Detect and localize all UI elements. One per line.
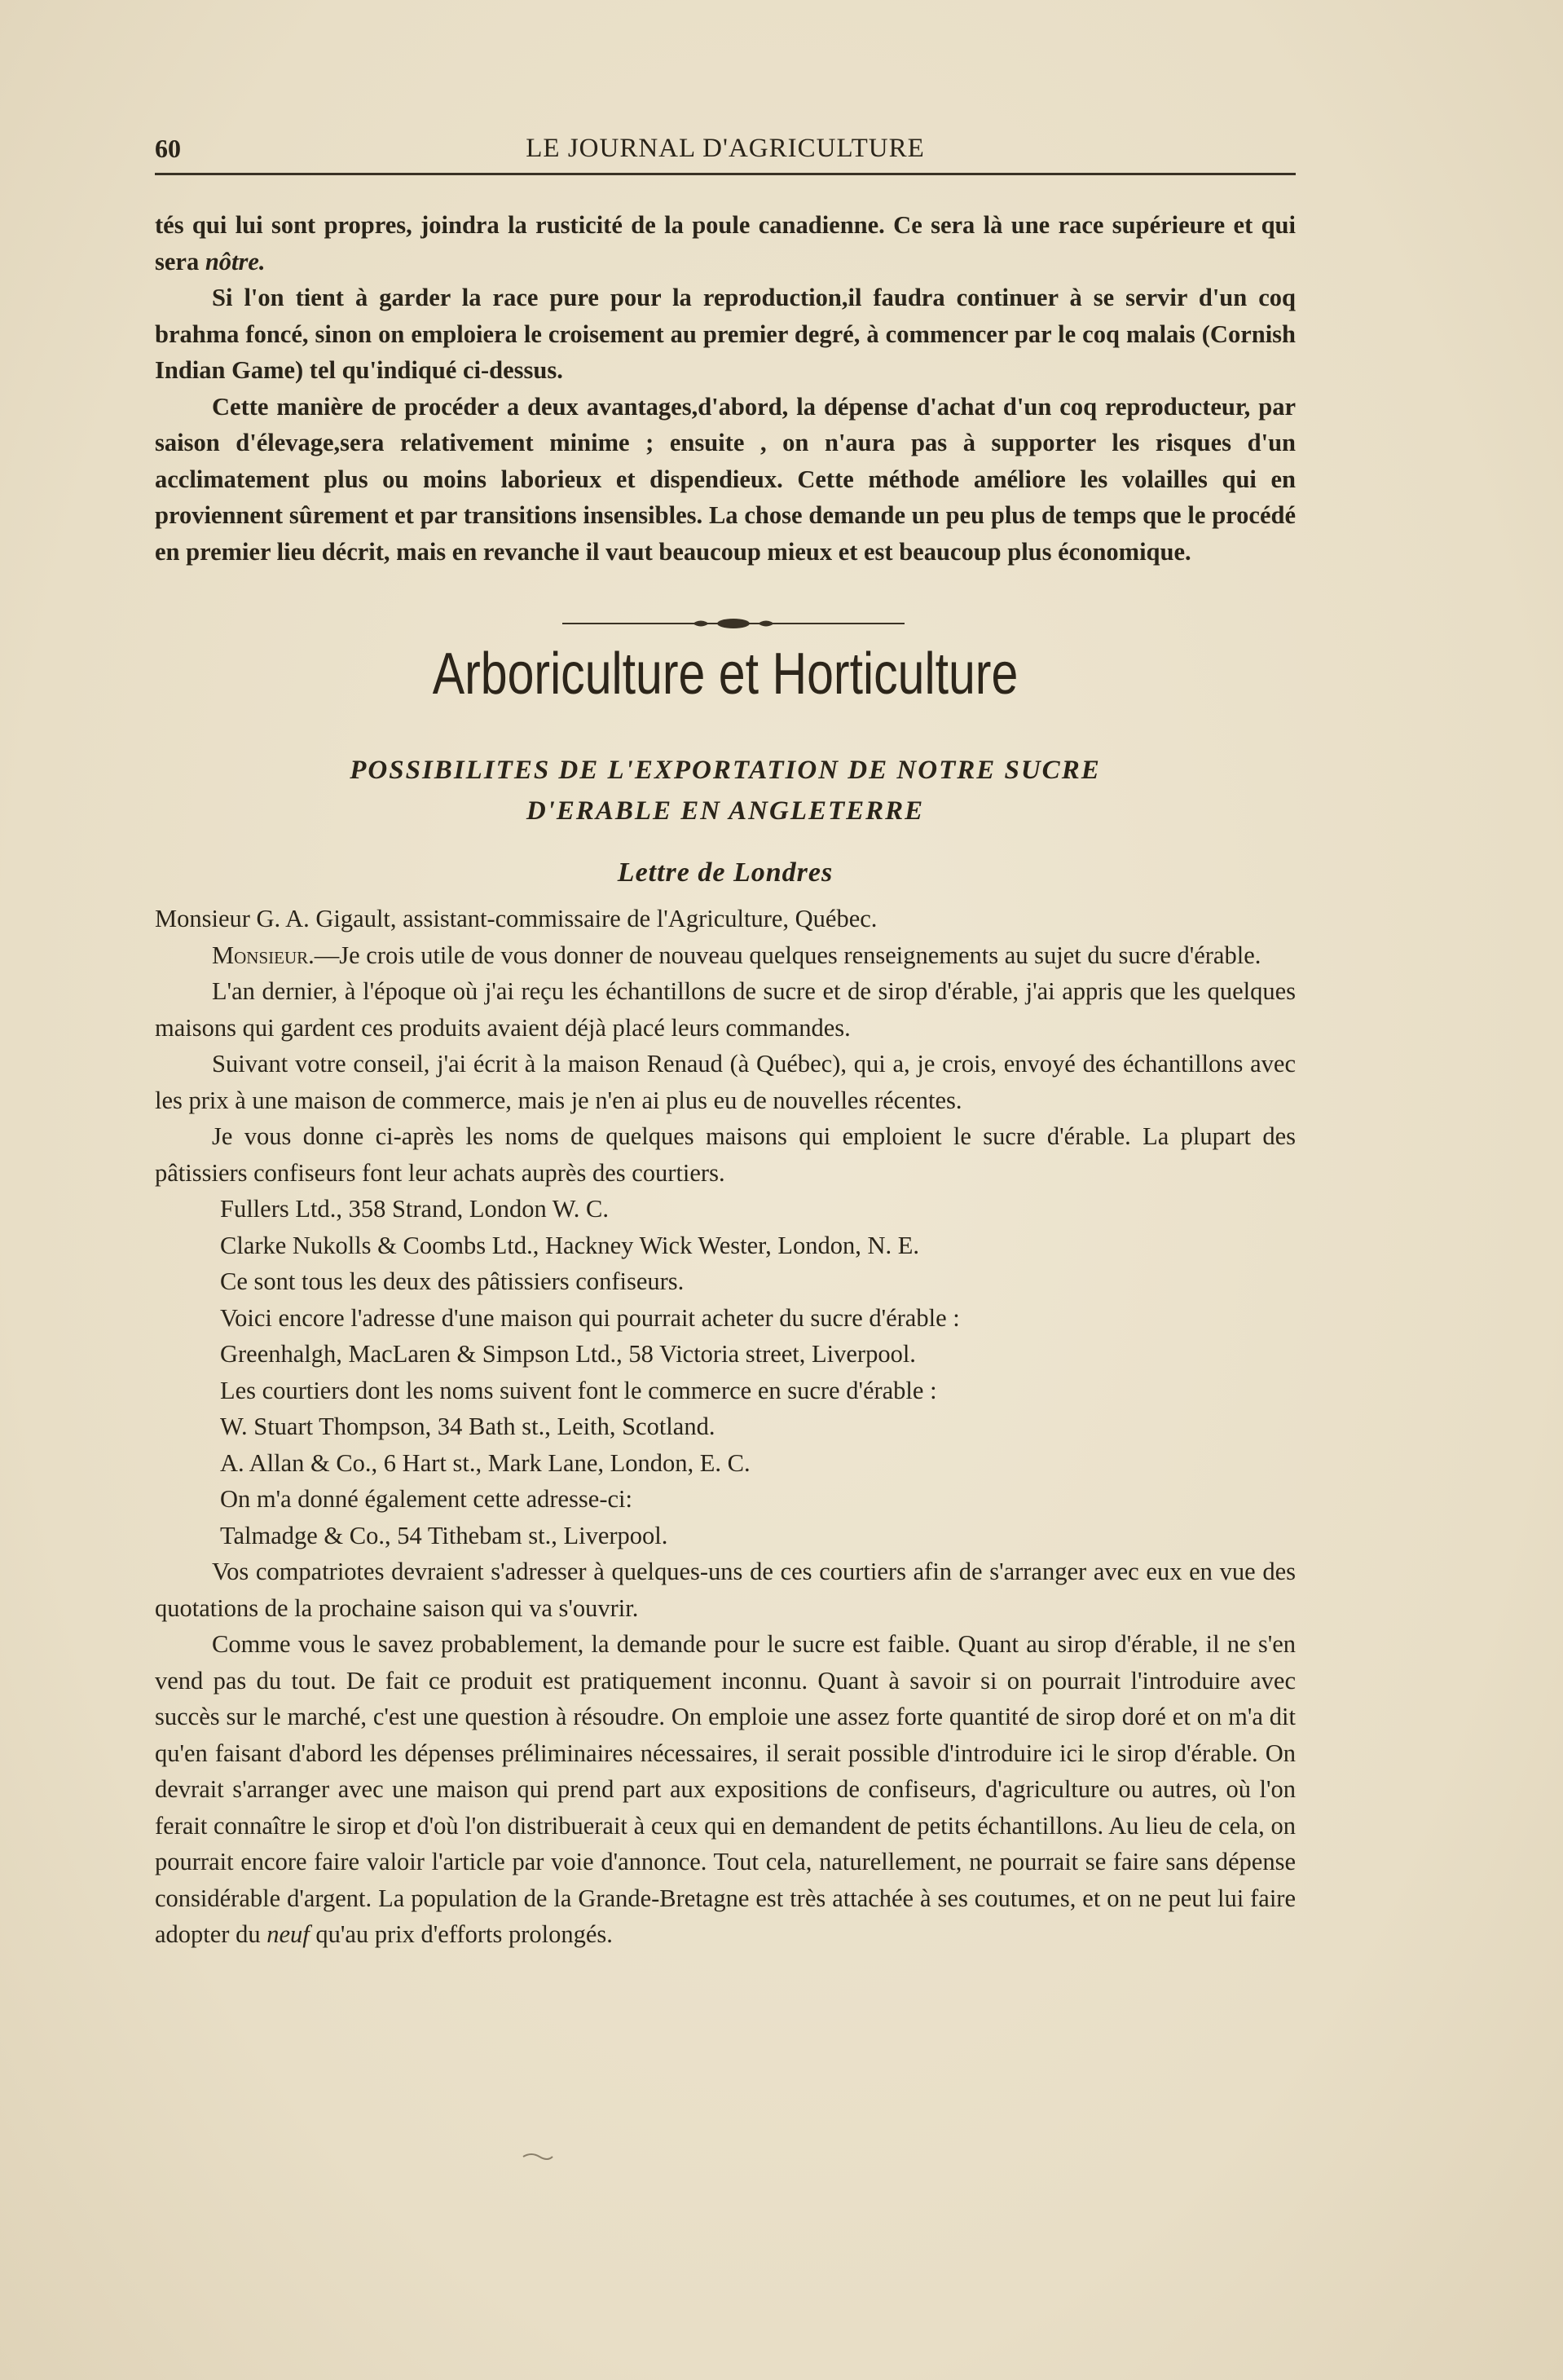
address-line: Clarke Nukolls & Coombs Ltd., Hackney Wick Wester, London, N. E.: [220, 1231, 920, 1259]
intro-paragraph-3: Cette manière de procéder a deux avantages,d'abord, la dépense d'achat d'un coq reproducteur, par saison d'élevage,sera relativement minime ; ensuite , on n'aura pas à supporter les risques d'un acclimatement plus ou moins laborieux et dispendieux. Cette méthode améliore les volailles qui en proviennent sûrement et par transitions insensibles. La chose demande un peu plus de temps que le procédé en premier lieu décrit, mais en revanche il vaut beaucoup mieux et est beaucoup plus économique.: [155, 392, 1296, 566]
address-line: On m'a donné également cette adresse-ci:: [220, 1485, 632, 1513]
letter-body: [155, 901, 1296, 1953]
letter-paragraph-1: Monsieur.—Je crois utile de vous donner de nouveau quelques renseignements au sujet du sucre d'érable.: [212, 941, 1261, 969]
intro-paragraph-2: Si l'on tient à garder la race pure pour la reproduction,il faudra continuer à se servir d'un coq brahma foncé, sinon on emploiera le croisement au premier degré, à commencer par le coq malais (Cornish Indian Game) tel qu'indiqué ci-dessus.: [155, 284, 1296, 384]
address-line: Les courtiers dont les noms suivent font le commerce en sucre d'érable :: [220, 1376, 937, 1404]
letter-paragraph-3: Suivant votre conseil, j'ai écrit à la maison Renaud (à Québec), qui a, je crois, envoyé des échantillons avec les prix à une maison de commerce, mais je n'en ai plus eu de nouvelles récentes.: [155, 1050, 1296, 1114]
letter-paragraph-2: L'an dernier, à l'époque où j'ai reçu les échantillons de sucre et de sirop d'érable, j'ai appris que les quelques maisons qui gardent ces produits avaient déjà placé leurs commandes.: [155, 977, 1296, 1042]
subtitle-line-1: POSSIBILITES DE L'EXPORTATION DE NOTRE SUCRE: [350, 756, 1101, 785]
address-line: Greenhalgh, MacLaren & Simpson Ltd., 58 Victoria street, Liverpool.: [220, 1340, 916, 1368]
address-line: Voici encore l'adresse d'une maison qui pourrait acheter du sucre d'érable :: [220, 1303, 960, 1332]
letter-paragraph-6: Comme vous le savez probablement, la demande pour le sucre est faible. Quant au sirop d'érable, il ne s'en vend pas du tout. De fait ce produit est pratiquement inconnu. Quant à savoir si on pourrait l'introduire avec succès sur le marché, c'est une question à résoudre. On emploie une assez forte quantité de sirop doré et on m'a dit qu'en faisant d'abord les dépenses préliminaires nécessaires, il serait possible d'introduire ici le sirop d'érable. On devrait s'arranger avec une maison qui prend part aux expositions de confiseurs, d'agriculture ou autres, où l'on ferait connaître le sirop et d'où l'on distribuerait à ceux qui en demandent de petits échantillons. Au lieu de cela, on pourrait encore faire valoir l'article par voie d'annonce. Tout cela, naturellement, ne pourrait se faire sans dépense considérable d'argent. La population de la Grande-Bretagne est très attachée à ses coutumes, et on ne peut lui faire adopter du neuf qu'au prix d'efforts prolongés.: [155, 1630, 1296, 1948]
journal-title: LE JOURNAL D'AGRICULTURE: [526, 134, 925, 163]
letter-heading: Lettre de Londres: [617, 857, 834, 888]
intro-text: [155, 207, 1296, 570]
letter-addressee: Monsieur G. A. Gigault, assistant-commissaire de l'Agriculture, Québec.: [155, 905, 878, 932]
subtitle-line-2: D'ERABLE EN ANGLETERRE: [526, 796, 925, 826]
letter-paragraph-5: Vos compatriotes devraient s'adresser à quelques-uns de ces courtiers afin de s'arranger avec eux en vue des quotations de la prochaine saison qui va s'ouvrir.: [155, 1558, 1296, 1622]
article-subtitle: [155, 750, 1296, 831]
letter-paragraph-4: Je vous donne ci-après les noms de quelques maisons qui emploient le sucre d'érable. La plupart des pâtissiers confiseurs font leur achats auprès des courtiers.: [155, 1122, 1296, 1187]
address-line: W. Stuart Thompson, 34 Bath st., Leith, Scotland.: [220, 1413, 715, 1440]
intro-paragraph-1: tés qui lui sont propres, joindra la rusticité de la poule canadienne. Ce sera là une race supérieure et qui sera nôtre.: [155, 211, 1296, 275]
address-line: Talmadge & Co., 54 Tithebam st., Liverpool.: [220, 1521, 668, 1549]
page-number: 60: [155, 134, 181, 163]
address-line: A. Allan & Co., 6 Hart st., Mark Lane, London, E. C.: [220, 1448, 751, 1477]
address-line: Ce sont tous les deux des pâtissiers confiseurs.: [220, 1267, 685, 1295]
running-header: [155, 130, 1296, 175]
page-smudge: [522, 2152, 554, 2162]
section-divider-ornament: [562, 611, 905, 636]
address-line: Fullers Ltd., 358 Strand, London W. C.: [220, 1195, 609, 1223]
section-title: Arboriculture et Horticulture: [432, 641, 1019, 707]
